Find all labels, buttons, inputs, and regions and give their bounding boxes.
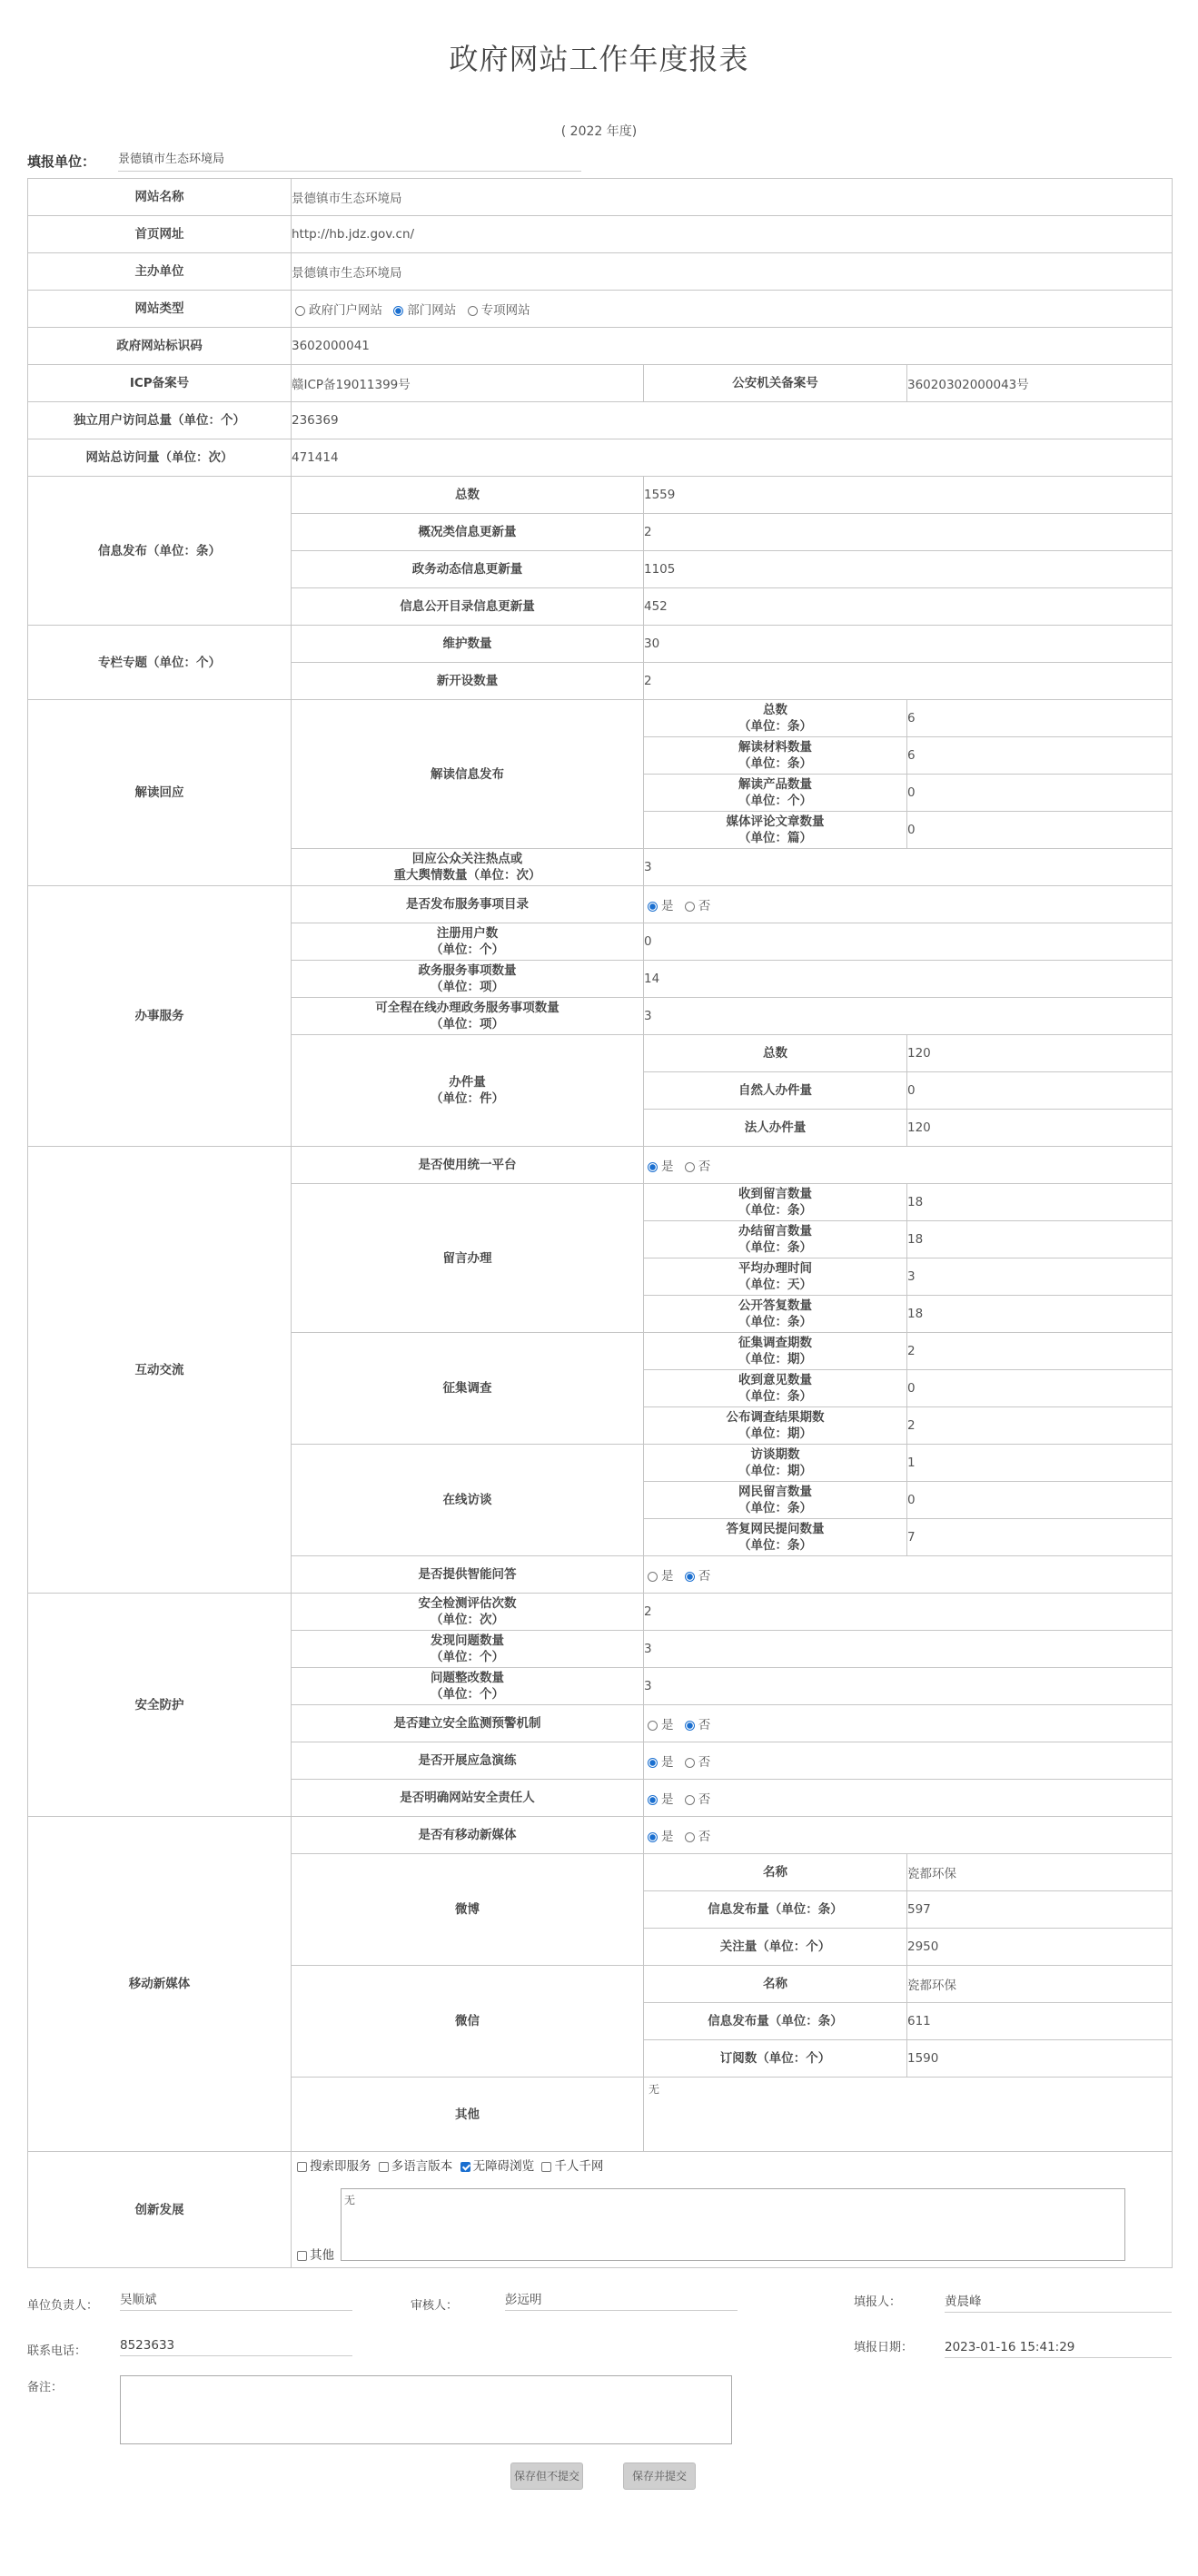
no-label: 否 [698, 1160, 711, 1174]
site-type-option-label: 专项网站 [480, 303, 530, 318]
weibo-followers-field[interactable]: 2950 [907, 1929, 1173, 1966]
survey-label: 征集调查 [292, 1333, 644, 1445]
case-total-field[interactable]: 120 [907, 1035, 1173, 1072]
filler-label: 填报人： [854, 2295, 902, 2309]
innovation-cell [292, 2152, 1173, 2268]
innovation-options [293, 2157, 1170, 2176]
interview-messages-field[interactable]: 0 [907, 1482, 1173, 1519]
interpret-section-label: 解读回应 [28, 700, 292, 886]
yes-radio[interactable] [648, 1572, 658, 1582]
no-label: 否 [698, 1792, 711, 1807]
interview-periods-label: 访谈期数 （单位：期） [644, 1445, 907, 1482]
page-views-label: 网站总访问量（单位：次） [28, 439, 292, 477]
online-items-field[interactable]: 3 [644, 998, 1173, 1035]
yes-label: 是 [661, 1792, 674, 1807]
respond-label: 回应公众关注热点或 重大舆情数量（单位：次） [292, 849, 644, 886]
other-checkbox[interactable] [297, 2251, 307, 2261]
police-record-field[interactable]: 36020302000043号 [907, 365, 1173, 402]
date-field[interactable]: 2023-01-16 15:41:29 [945, 2337, 1172, 2358]
interview-messages-label: 网民留言数量 （单位：条） [644, 1482, 907, 1519]
no-radio[interactable] [685, 902, 695, 912]
catalog-update-label: 信息公开目录信息更新量 [292, 588, 644, 626]
table-row [28, 2152, 1173, 2268]
reviewer-label: 审核人： [411, 2299, 459, 2313]
msg-received-label: 收到留言数量 （单位：条） [644, 1184, 907, 1221]
security-eval-label: 安全检测评估次数 （单位：次） [292, 1594, 644, 1631]
survey-results-label: 公布调查结果期数 （单位：期） [644, 1407, 907, 1445]
weibo-posts-field[interactable]: 597 [907, 1891, 1173, 1929]
interpret-product-field[interactable]: 0 [907, 775, 1173, 812]
msg-avg-time-field[interactable]: 3 [907, 1258, 1173, 1296]
police-record-label: 公安机关备案号 [644, 365, 907, 402]
no-radio[interactable] [685, 1758, 695, 1768]
security-owner-radio-group [644, 1780, 1173, 1817]
site-type-radio-department[interactable] [393, 306, 403, 316]
platform-radio-group [644, 1147, 1173, 1184]
case-person-field[interactable]: 0 [907, 1072, 1173, 1110]
no-label: 否 [698, 1718, 711, 1732]
yes-label: 是 [661, 899, 674, 913]
yes-label: 是 [661, 1569, 674, 1584]
wechat-name-label: 名称 [644, 1966, 907, 2003]
note-label: 备注： [27, 2381, 64, 2394]
page-views-field[interactable]: 471414 [292, 439, 1173, 477]
case-legal-label: 法人办件量 [644, 1110, 907, 1147]
no-radio[interactable] [685, 1572, 695, 1582]
option-label: 搜索即服务 [310, 2159, 371, 2174]
no-label: 否 [698, 1830, 711, 1844]
has-media-radio-group [644, 1817, 1173, 1854]
case-person-label: 自然人办件量 [644, 1072, 907, 1110]
table-row [28, 1817, 1173, 1854]
info-total-label: 总数 [292, 477, 644, 514]
registered-users-label: 注册用户数 （单位：个） [292, 923, 644, 961]
security-owner-label: 是否明确网站安全责任人 [292, 1780, 644, 1817]
msg-public-label: 公开答复数量 （单位：条） [644, 1296, 907, 1333]
service-catalog-radio-group [644, 886, 1173, 923]
table-row [28, 1594, 1173, 1631]
icp-field[interactable]: 赣ICP备19011399号 [292, 365, 644, 402]
date-label: 填报日期： [854, 2341, 914, 2354]
survey-opinions-label: 收到意见数量 （单位：条） [644, 1370, 907, 1407]
smart-qa-radio-group [644, 1556, 1173, 1594]
wechat-subscribers-field[interactable]: 1590 [907, 2040, 1173, 2078]
sponsor-field[interactable]: 景德镇市生态环境局 [292, 253, 1173, 291]
issues-fixed-field[interactable]: 3 [644, 1668, 1173, 1705]
table-row [28, 216, 1173, 253]
security-eval-field[interactable]: 2 [644, 1594, 1173, 1631]
table-row [28, 700, 1173, 737]
interpret-release-label: 解读信息发布 [292, 700, 644, 849]
interpret-media-label: 媒体评论文章数量 （单位：篇） [644, 812, 907, 849]
table-row [28, 365, 1173, 402]
report-table [27, 178, 1173, 2268]
option-label: 其他 [310, 2248, 334, 2263]
reporting-unit-field[interactable]: 景德镇市生态环境局 [118, 149, 581, 172]
no-radio[interactable] [685, 1795, 695, 1805]
security-section-label: 安全防护 [28, 1594, 292, 1817]
msg-done-field[interactable]: 18 [907, 1221, 1173, 1258]
no-label: 否 [698, 1569, 711, 1584]
site-type-radio-group [292, 291, 1173, 328]
survey-periods-label: 征集调查期数 （单位：期） [644, 1333, 907, 1370]
has-media-label: 是否有移动新媒体 [292, 1817, 644, 1854]
table-row [28, 439, 1173, 477]
other-media-textarea[interactable]: 无 [649, 2083, 660, 2096]
respond-field[interactable]: 3 [644, 849, 1173, 886]
search-service-checkbox[interactable] [297, 2162, 307, 2172]
sponsor-label: 主办单位 [28, 253, 292, 291]
homepage-label: 首页网址 [28, 216, 292, 253]
wechat-posts-field[interactable]: 611 [907, 2003, 1173, 2040]
affairs-update-field[interactable]: 1105 [644, 551, 1173, 588]
wechat-posts-label: 信息发布量（单位：条） [644, 2003, 907, 2040]
service-items-field[interactable]: 14 [644, 961, 1173, 998]
survey-opinions-field[interactable]: 0 [907, 1370, 1173, 1407]
column-section-label: 专栏专题（单位：个） [28, 626, 292, 700]
monitor-label: 是否建立安全监测预警机制 [292, 1705, 644, 1742]
site-name-field[interactable]: 景德镇市生态环境局 [292, 179, 1173, 216]
unique-visitors-label: 独立用户访问总量（单位：个） [28, 402, 292, 439]
table-row [28, 179, 1173, 216]
table-row [28, 291, 1173, 328]
msg-received-field[interactable]: 18 [907, 1184, 1173, 1221]
wechat-label: 微信 [292, 1966, 644, 2078]
table-row [28, 253, 1173, 291]
online-items-label: 可全程在线办理政务服务事项数量 （单位：项） [292, 998, 644, 1035]
innovation-section-label: 创新发展 [28, 2152, 292, 2268]
survey-periods-field[interactable]: 2 [907, 1333, 1173, 1370]
site-type-radio-portal[interactable] [295, 306, 305, 316]
info-publish-section-label: 信息发布（单位：条） [28, 477, 292, 626]
note-textarea[interactable] [120, 2375, 732, 2444]
catalog-update-field[interactable]: 452 [644, 588, 1173, 626]
reviewer-field[interactable]: 彭远明 [505, 2290, 738, 2311]
case-total-label: 总数 [644, 1035, 907, 1072]
phone-field[interactable]: 8523633 [120, 2335, 352, 2356]
personalized-checkbox[interactable] [541, 2162, 551, 2172]
report-year: ( 2022 年度) [560, 124, 638, 139]
table-row [28, 886, 1173, 923]
page-title: 政府网站工作年度报表 [449, 42, 749, 76]
table-row [28, 1147, 1173, 1184]
table-row [28, 477, 1173, 514]
option-label: 多语言版本 [391, 2159, 453, 2174]
table-row [28, 328, 1173, 365]
overview-update-label: 概况类信息更新量 [292, 514, 644, 551]
yes-label: 是 [661, 1718, 674, 1732]
service-section-label: 办事服务 [28, 886, 292, 1147]
service-catalog-label: 是否发布服务事项目录 [292, 886, 644, 923]
homepage-field[interactable]: http://hb.jdz.gov.cn/ [292, 216, 1173, 253]
interview-answers-label: 答复网民提问数量 （单位：条） [644, 1519, 907, 1556]
case-legal-field[interactable]: 120 [907, 1110, 1173, 1147]
column-maintain-label: 维护数量 [292, 626, 644, 663]
drill-radio-group [644, 1742, 1173, 1780]
option-label: 无障碍浏览 [472, 2159, 535, 2174]
issues-found-field[interactable]: 3 [644, 1631, 1173, 1668]
interpret-material-label: 解读材料数量 （单位：条） [644, 737, 907, 775]
table-row [28, 402, 1173, 439]
weibo-label: 微博 [292, 1854, 644, 1966]
no-label: 否 [698, 1755, 711, 1770]
wechat-name-field[interactable]: 瓷都环保 [907, 1966, 1173, 2003]
interpret-media-field[interactable]: 0 [907, 812, 1173, 849]
yes-radio[interactable] [648, 1162, 658, 1172]
other-media-cell [644, 2078, 1173, 2152]
yes-label: 是 [661, 1830, 674, 1844]
save-submit-button[interactable]: 保存并提交 [623, 2462, 696, 2490]
yes-radio[interactable] [648, 1758, 658, 1768]
interview-periods-field[interactable]: 1 [907, 1445, 1173, 1482]
issues-fixed-label: 问题整改数量 （单位：个） [292, 1668, 644, 1705]
site-type-option-label: 部门网站 [407, 303, 457, 318]
yes-radio[interactable] [648, 1721, 658, 1731]
weibo-name-label: 名称 [644, 1854, 907, 1891]
yes-radio[interactable] [648, 1795, 658, 1805]
innovation-other-textarea[interactable]: 无 [341, 2188, 1125, 2261]
service-items-label: 政务服务事项数量 （单位：项） [292, 961, 644, 998]
site-code-label: 政府网站标识码 [28, 328, 292, 365]
interpret-product-label: 解读产品数量 （单位：个） [644, 775, 907, 812]
yes-radio[interactable] [648, 1832, 658, 1842]
save-draft-button[interactable]: 保存但不提交 [510, 2462, 583, 2490]
site-name-label: 网站名称 [28, 179, 292, 216]
multi-language-checkbox[interactable] [379, 2162, 389, 2172]
drill-label: 是否开展应急演练 [292, 1742, 644, 1780]
other-media-label: 其他 [292, 2078, 644, 2152]
survey-results-field[interactable]: 2 [907, 1407, 1173, 1445]
no-radio[interactable] [685, 1832, 695, 1842]
interpret-total-label: 总数 （单位：条） [644, 700, 907, 737]
msg-done-label: 办结留言数量 （单位：条） [644, 1221, 907, 1258]
online-interview-label: 在线访谈 [292, 1445, 644, 1556]
no-radio[interactable] [685, 1162, 695, 1172]
phone-label: 联系电话： [27, 2344, 87, 2358]
msg-avg-time-label: 平均办理时间 （单位：天） [644, 1258, 907, 1296]
filler-field[interactable]: 黄晨峰 [945, 2292, 1172, 2313]
weibo-posts-label: 信息发布量（单位：条） [644, 1891, 907, 1929]
site-type-label: 网站类型 [28, 291, 292, 328]
msg-public-field[interactable]: 18 [907, 1296, 1173, 1333]
icp-label: ICP备案号 [28, 365, 292, 402]
no-label: 否 [698, 899, 711, 913]
overview-update-field[interactable]: 2 [644, 514, 1173, 551]
site-code-field[interactable]: 3602000041 [292, 328, 1173, 365]
message-handling-label: 留言办理 [292, 1184, 644, 1333]
reporting-unit-label: 填报单位： [27, 153, 96, 170]
innovation-other [293, 2247, 334, 2264]
weibo-followers-label: 关注量（单位：个） [644, 1929, 907, 1966]
unit-head-label: 单位负责人： [27, 2299, 99, 2313]
unique-visitors-field[interactable]: 236369 [292, 402, 1173, 439]
yes-label: 是 [661, 1160, 674, 1174]
interact-section-label: 互动交流 [28, 1147, 292, 1594]
interview-answers-field[interactable]: 7 [907, 1519, 1173, 1556]
site-type-radio-special[interactable] [468, 306, 478, 316]
issues-found-label: 发现问题数量 （单位：个） [292, 1631, 644, 1668]
affairs-update-label: 政务动态信息更新量 [292, 551, 644, 588]
site-type-option-label: 政府门户网站 [309, 303, 382, 318]
monitor-radio-group [644, 1705, 1173, 1742]
case-volume-label: 办件量 （单位：件） [292, 1035, 644, 1147]
smart-qa-label: 是否提供智能问答 [292, 1556, 644, 1594]
accessibility-checkbox[interactable] [460, 2162, 470, 2172]
yes-label: 是 [661, 1755, 674, 1770]
column-new-label: 新开设数量 [292, 663, 644, 700]
table-row [28, 626, 1173, 663]
yes-radio[interactable] [648, 902, 658, 912]
registered-users-field[interactable]: 0 [644, 923, 1173, 961]
no-radio[interactable] [685, 1721, 695, 1731]
reporting-unit-row [27, 149, 581, 173]
column-maintain-field[interactable]: 30 [644, 626, 1173, 663]
interpret-material-field[interactable]: 6 [907, 737, 1173, 775]
info-total-field[interactable]: 1559 [644, 477, 1173, 514]
unit-head-field[interactable]: 吴顺斌 [120, 2290, 352, 2311]
interpret-total-field[interactable]: 6 [907, 700, 1173, 737]
option-label: 千人千网 [554, 2159, 604, 2174]
weibo-name-field[interactable]: 瓷都环保 [907, 1854, 1173, 1891]
platform-label: 是否使用统一平台 [292, 1147, 644, 1184]
wechat-subscribers-label: 订阅数（单位：个） [644, 2040, 907, 2078]
column-new-field[interactable]: 2 [644, 663, 1173, 700]
media-section-label: 移动新媒体 [28, 1817, 292, 2152]
